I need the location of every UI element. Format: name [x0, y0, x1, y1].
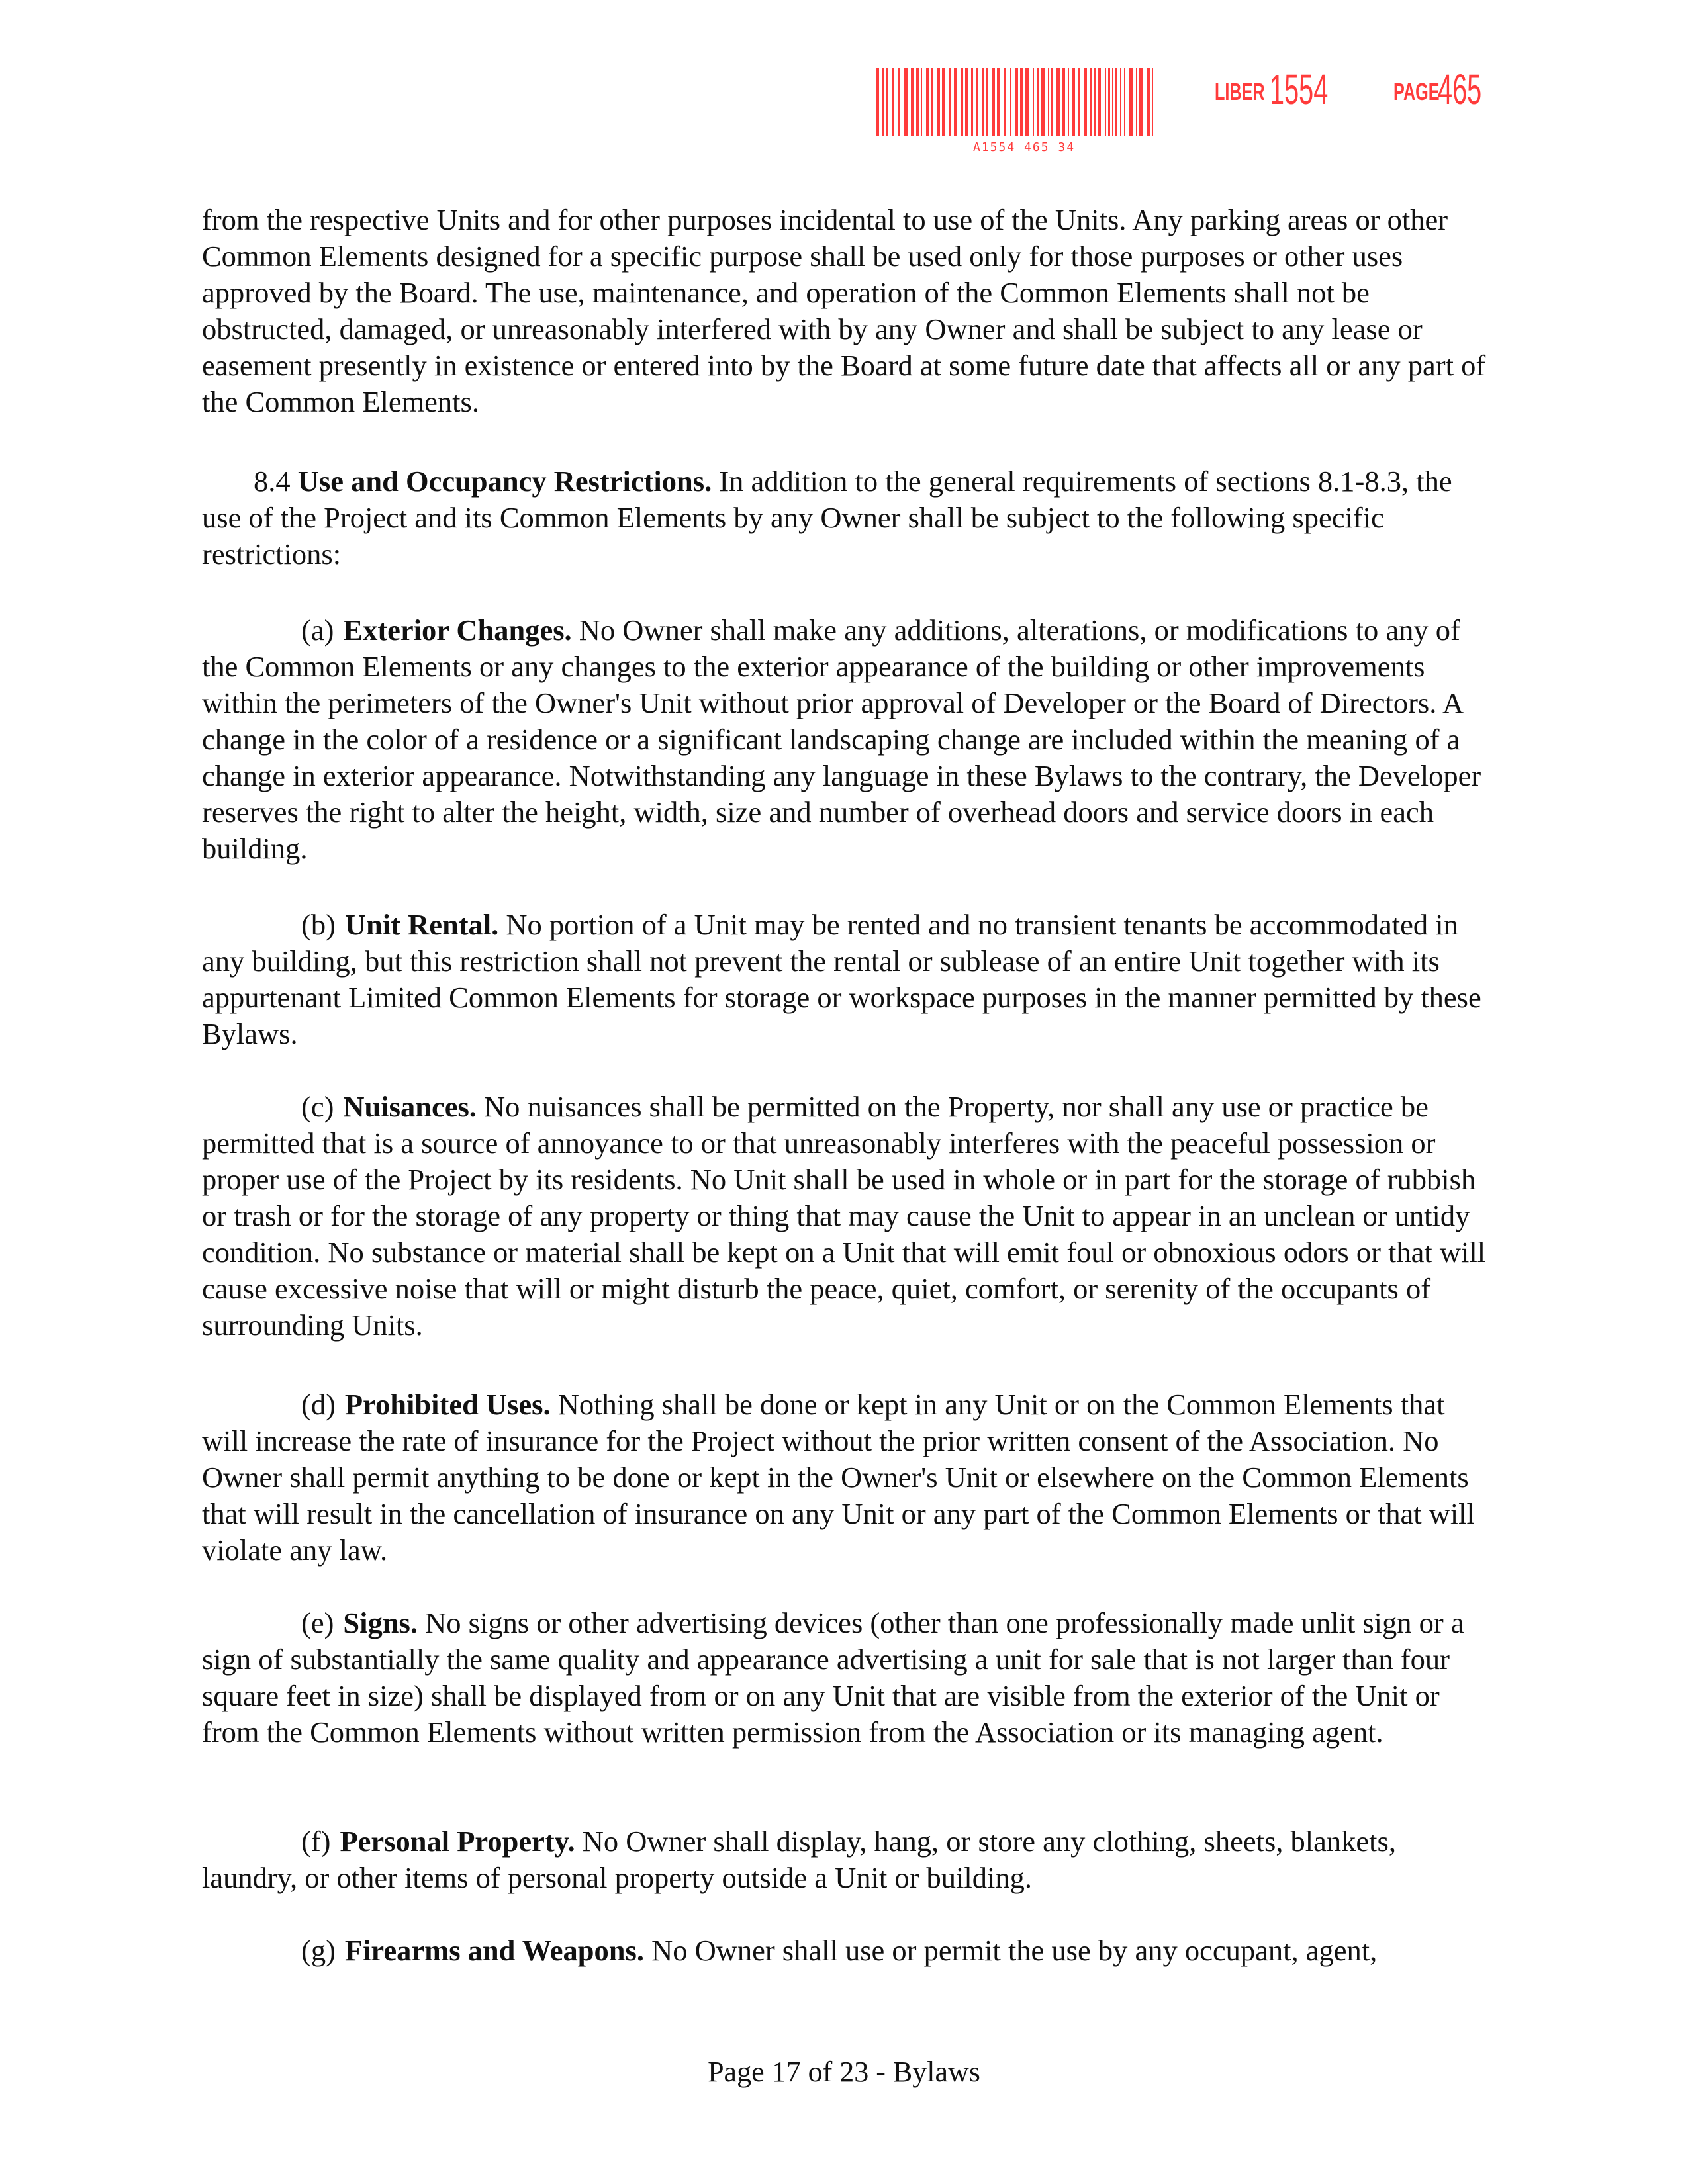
- barcode-bar: [904, 68, 908, 136]
- barcode-bar: [1124, 68, 1125, 136]
- barcode-bar: [997, 68, 1000, 136]
- section-number: 8.4: [254, 465, 291, 498]
- barcode-bar: [1051, 68, 1053, 136]
- restriction-a: [202, 612, 1489, 867]
- continuation-paragraph: from the respective Units and for other purposes incidental to use of the Units. Any parking areas or other Common Elements designed for a specific purpose shall be used only for those purposes or other uses approved by the Board. The use, maintenance, and operation of the Common Elements shall not be obstructed, damaged, or unreasonably interfered with by any Owner and shall be subject to any lease or easement presently in existence or entered into by the Board at some future date that affects all or any part of the Common Elements.: [202, 203, 1486, 418]
- barcode-bar: [961, 68, 963, 136]
- barcode-bar: [886, 68, 888, 136]
- restriction-b: [202, 907, 1489, 1052]
- item-text: No Owner shall display, hang, or store any clothing, sheets, blankets, laundry, or other items of personal property outside a Unit or building.: [202, 1825, 1396, 1894]
- item-text: No Owner shall make any additions, alterations, or modifications to any of the Common Elements or any changes to the exterior appearance of the building or other improvements within the perimeters of the Owner's Unit without prior approval of Developer or the Board of Directors. A change in the color of a residence or a significant landscaping change are included within the meaning of a change in exterior appearance. Notwithstanding any language in these Bylaws to the contrary, the Developer reserves the right to alter the height, width, size and number of overhead doors and service doors in each building.: [202, 614, 1481, 865]
- item-text: No Owner shall use or permit the use by any occupant, agent,: [651, 1934, 1378, 1967]
- barcode-bar: [1062, 68, 1065, 136]
- barcode-bar: [1010, 68, 1011, 136]
- barcode-bars: [874, 66, 1158, 139]
- item-heading: Firearms and Weapons.: [344, 1934, 644, 1967]
- item-letter: (b): [301, 908, 336, 941]
- barcode-bar: [1098, 68, 1101, 136]
- barcode-bar: [992, 68, 995, 136]
- barcode-bar: [1048, 68, 1049, 136]
- barcode-bar: [965, 68, 968, 136]
- barcode-bar: [1072, 68, 1075, 136]
- barcode-bar: [898, 68, 900, 136]
- barcode-bar: [1094, 68, 1096, 136]
- barcode-bar: [976, 68, 978, 136]
- barcode-bar: [1136, 68, 1137, 136]
- barcode-bar: [1090, 68, 1092, 136]
- barcode-bar: [1129, 68, 1133, 136]
- restriction-d: [202, 1387, 1489, 1569]
- barcode-bar: [1105, 68, 1106, 136]
- item-text: No signs or other advertising devices (other than one professionally made unlit sign or a sign of substantially the same quality and appearance advertising a unit for sale that is not larger than four square feet in size) shall be displayed from or on any Unit that are visible from the exterior of the Unit or from the Common Elements without written permission from the Association or its managing agent.: [202, 1606, 1464, 1749]
- item-heading: Personal Property.: [340, 1825, 575, 1858]
- restriction-f: [202, 1823, 1489, 1896]
- page-footer: Page 17 of 23 - Bylaws: [708, 2056, 980, 2088]
- section-text: In addition to the general requirements of sections 8.1-8.3, the use of the Project and its Common Elements by any Owner shall be subject to the following specific restrictions:: [202, 465, 1452, 570]
- barcode-number: A1554 465 34: [973, 140, 1076, 154]
- liber-label: LIBER: [1215, 78, 1265, 105]
- item-letter: (e): [301, 1606, 334, 1639]
- barcode-bar: [1033, 68, 1034, 136]
- item-text: No nuisances shall be permitted on the Property, nor shall any use or practice be permitted that is a source of annoyance to or that unreasonably interferes with the peaceful possession or proper use of the Project by its residents. No Unit shall be used in whole or in part for the storage of rubbish or trash or for the storage of any property or thing that may cause the Unit to appear in an unclean or untidy condition. No substance or material shall be kept on a Unit that will emit foul or obnoxious odors or that will cause excessive noise that will or might disturb the peace, quiet, comfort, or serenity of the occupants of surrounding Units.: [202, 1090, 1486, 1342]
- item-heading: Prohibited Uses.: [344, 1388, 551, 1421]
- restriction-g: [202, 1933, 1489, 1969]
- barcode-bar: [1068, 68, 1069, 136]
- barcode-bar: [1112, 68, 1113, 136]
- barcode-bar: [982, 68, 984, 136]
- barcode-bar: [971, 68, 973, 136]
- barcode-bar: [911, 68, 914, 136]
- barcode-bar: [1115, 68, 1117, 136]
- barcode-bar: [1152, 68, 1153, 136]
- item-letter: (a): [301, 614, 334, 647]
- item-letter: (g): [301, 1934, 336, 1967]
- item-letter: (d): [301, 1388, 336, 1421]
- barcode-bar: [921, 68, 922, 136]
- barcode-bar: [876, 68, 879, 136]
- barcode-bar: [1041, 68, 1045, 136]
- barcode-bar: [1015, 68, 1018, 136]
- barcode-bar: [1037, 68, 1039, 136]
- barcode-bar: [1004, 68, 1006, 136]
- restriction-c: [202, 1089, 1489, 1343]
- page-number-stamp: 465: [1438, 66, 1482, 113]
- page-label: PAGE: [1393, 78, 1440, 105]
- liber-number: 1554: [1270, 66, 1329, 113]
- barcode-bar: [1056, 68, 1060, 136]
- item-letter: (f): [301, 1825, 331, 1858]
- barcode-bar: [1120, 68, 1121, 136]
- barcode-bar: [949, 68, 951, 136]
- barcode-bar: [1139, 68, 1143, 136]
- recording-stamp: [874, 66, 1509, 152]
- barcode-bar: [882, 68, 884, 136]
- item-text: Nothing shall be done or kept in any Unit or on the Common Elements that will increase the rate of insurance for the Project without the prior written consent of the Association. No Owner shall permit anything to be done or kept in the Owner's Unit or elsewhere on the Common Elements that will result in the cancellation of insurance on any Unit or any part of the Common Elements or that will violate any law.: [202, 1388, 1475, 1567]
- restriction-e: [202, 1605, 1489, 1751]
- barcode-bar: [926, 68, 929, 136]
- barcode-bar: [931, 68, 933, 136]
- barcode-bar: [1084, 68, 1087, 136]
- barcode-bar: [937, 68, 940, 136]
- section-heading: Use and Occupancy Restrictions.: [297, 465, 712, 498]
- barcode-bar: [1020, 68, 1023, 136]
- barcode-bar: [986, 68, 988, 136]
- item-heading: Unit Rental.: [344, 908, 499, 941]
- barcode-bar: [892, 68, 894, 136]
- section-8-4: [202, 463, 1489, 572]
- item-heading: Exterior Changes.: [343, 614, 572, 647]
- barcode-bar: [954, 68, 957, 136]
- barcode-bar: [1078, 68, 1080, 136]
- barcode: [874, 66, 1158, 139]
- barcode-bar: [1108, 68, 1110, 136]
- item-letter: (c): [301, 1090, 334, 1123]
- barcode-bar: [1147, 68, 1150, 136]
- barcode-bar: [942, 68, 945, 136]
- barcode-bar: [916, 68, 919, 136]
- item-heading: Nuisances.: [343, 1090, 477, 1123]
- item-text: No portion of a Unit may be rented and no transient tenants be accommodated in any building, but this restriction shall not prevent the rental or sublease of an entire Unit together with its appurtenant Limited Common Elements for storage or workspace purposes in the manner permitted by these Bylaws.: [202, 908, 1481, 1050]
- item-heading: Signs.: [343, 1606, 418, 1639]
- barcode-bar: [1025, 68, 1029, 136]
